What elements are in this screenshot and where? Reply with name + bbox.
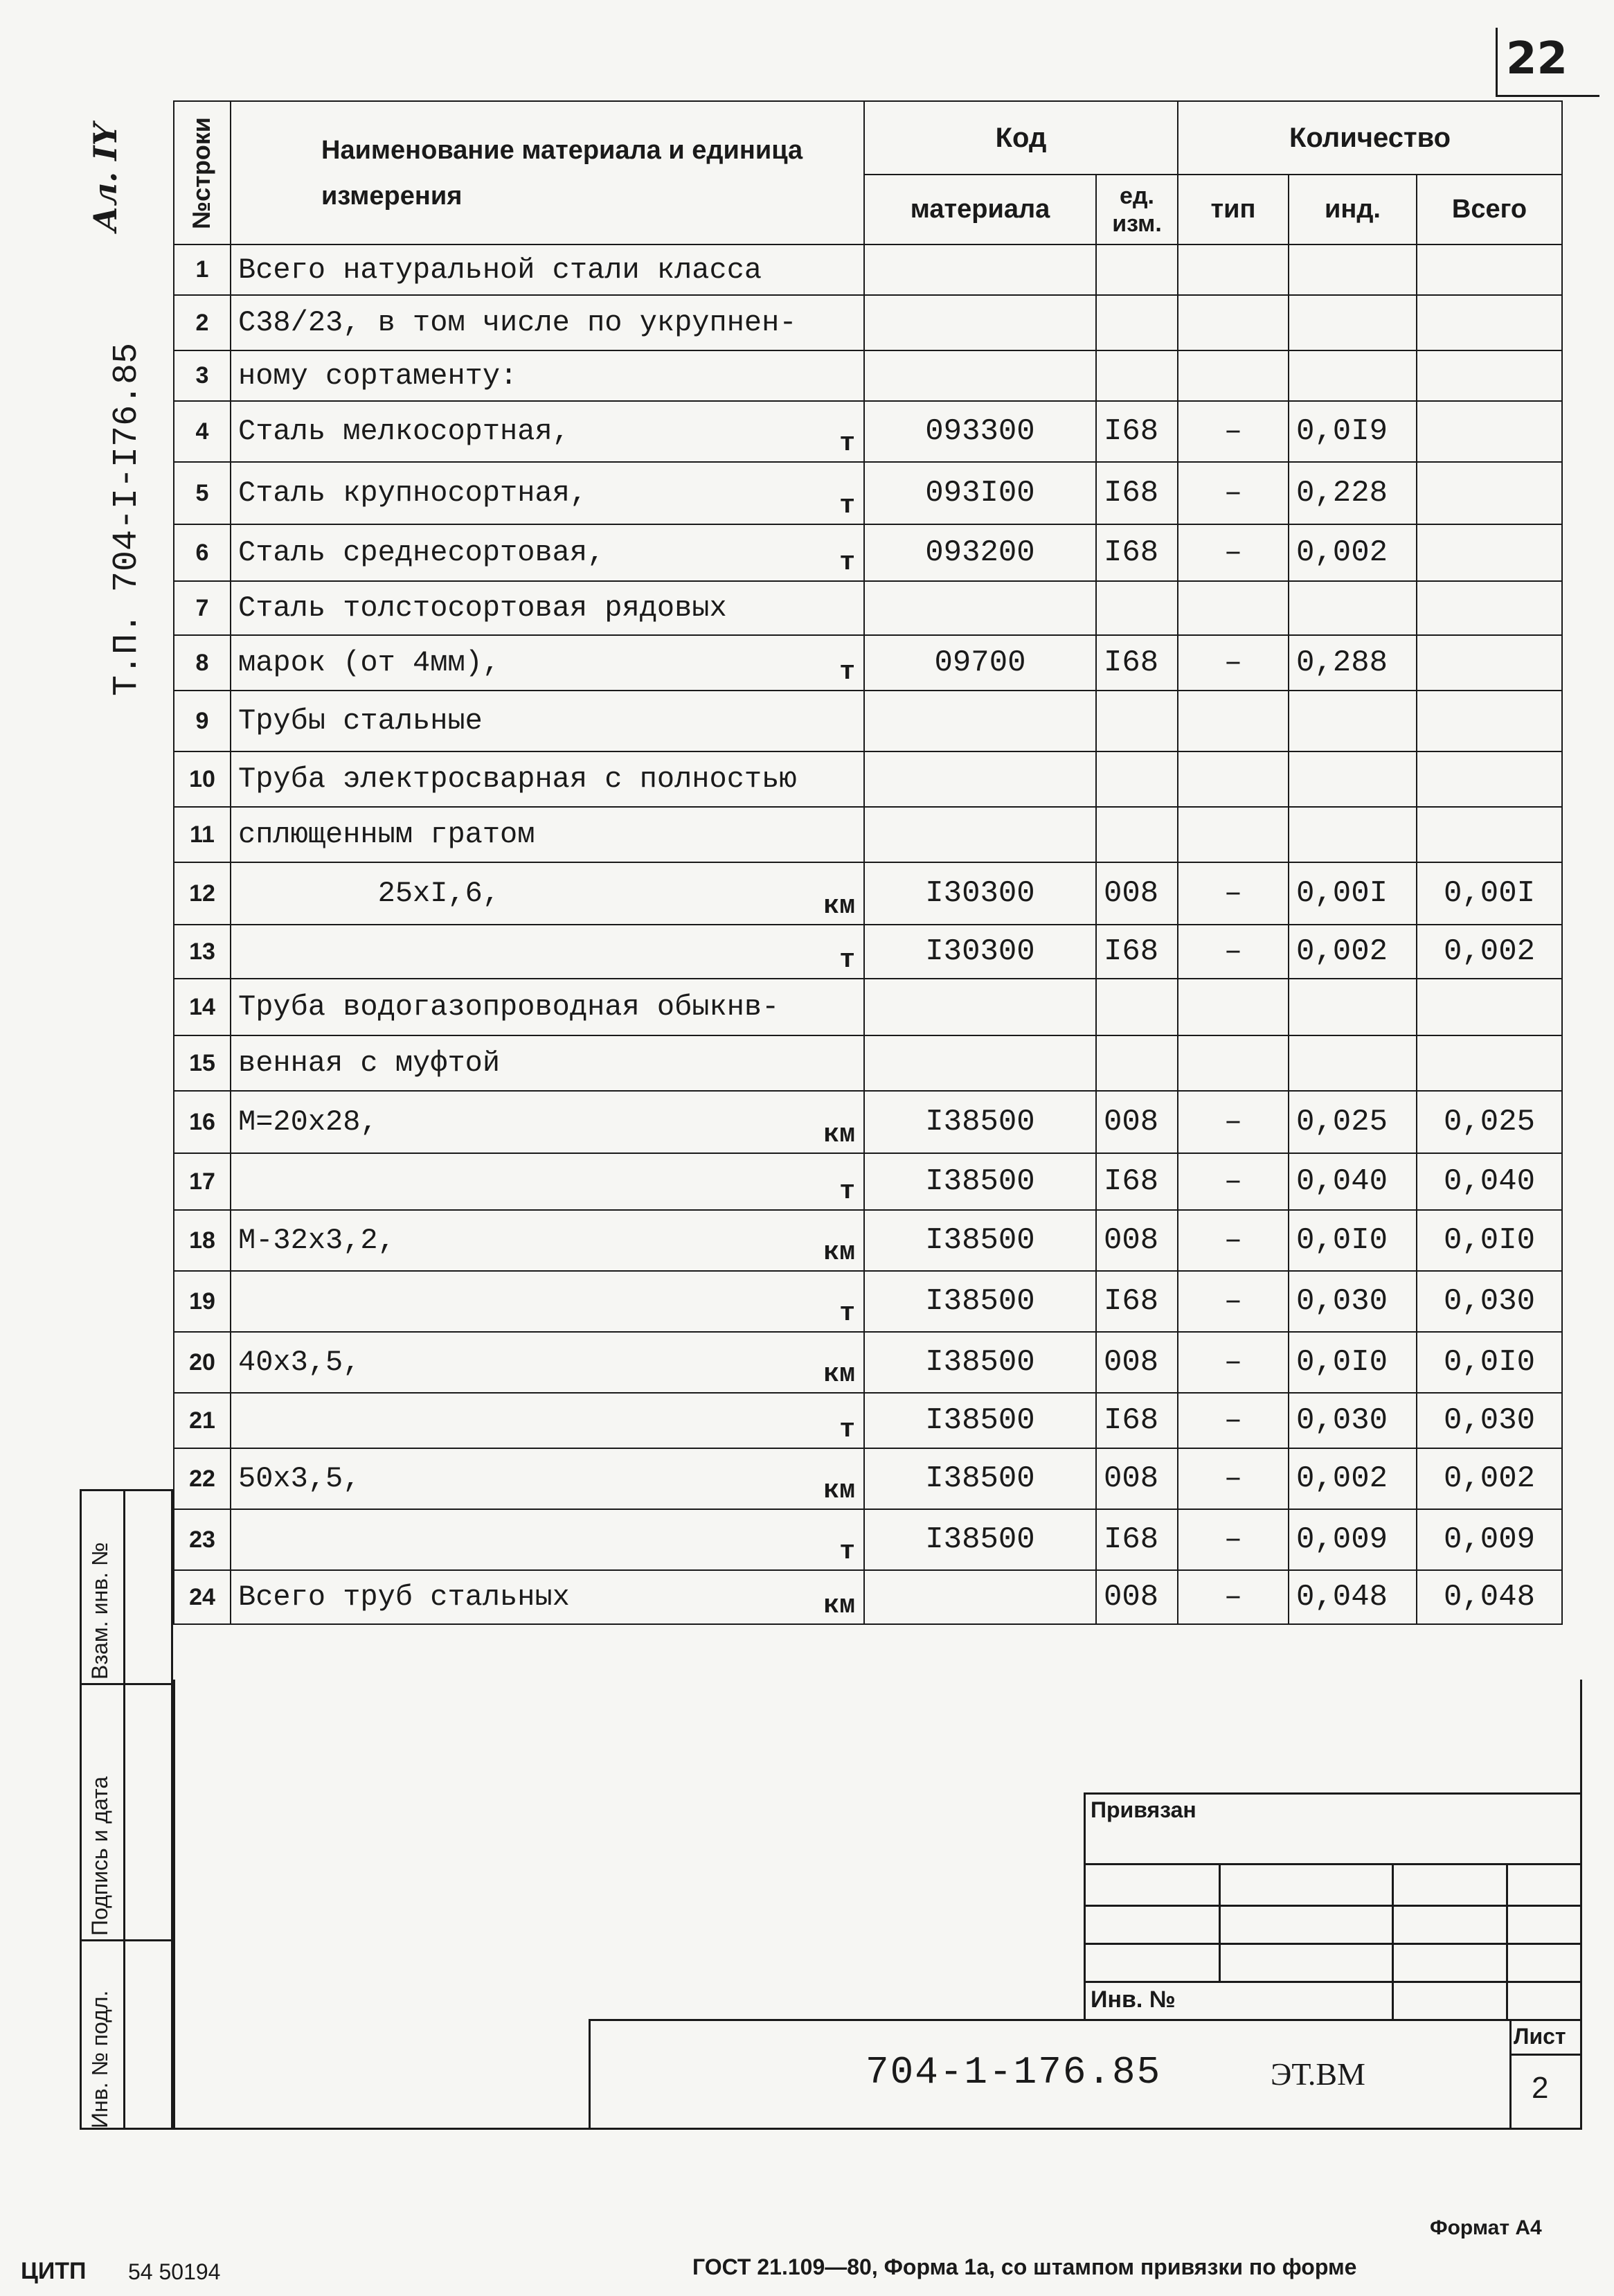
material-code bbox=[864, 295, 1096, 350]
row-number: 23 bbox=[174, 1509, 231, 1570]
row-number: 24 bbox=[174, 1570, 231, 1624]
table-row bbox=[174, 691, 1562, 751]
row-number: 6 bbox=[174, 524, 231, 581]
project-code-label: Т.П. 704-I-I76.85 bbox=[107, 342, 147, 696]
ind-value: 0,002 bbox=[1289, 1448, 1417, 1509]
type-value bbox=[1178, 691, 1289, 751]
measure-unit: т bbox=[839, 1415, 855, 1445]
row-number: 10 bbox=[174, 751, 231, 807]
table-row bbox=[174, 807, 1562, 862]
total-value bbox=[1417, 1035, 1562, 1091]
material-name bbox=[231, 401, 864, 462]
material-name-text: Труба водогазопроводная обыкнв- bbox=[238, 990, 780, 1024]
type-value bbox=[1178, 581, 1289, 635]
material-name bbox=[231, 1091, 864, 1153]
table-row bbox=[174, 862, 1562, 925]
unit-code bbox=[1096, 979, 1178, 1035]
material-name-text: Всего труб стальных bbox=[238, 1581, 570, 1614]
material-code-header: материала bbox=[864, 175, 1096, 244]
privyazan-label: Привязан bbox=[1091, 1797, 1196, 1822]
material-name bbox=[231, 581, 864, 635]
type-value: – bbox=[1178, 1332, 1289, 1393]
row-number: 12 bbox=[174, 862, 231, 925]
type-value: – bbox=[1178, 1271, 1289, 1332]
unit-code: I68 bbox=[1096, 1271, 1178, 1332]
total-value bbox=[1417, 244, 1562, 295]
material-code: I30300 bbox=[864, 862, 1096, 925]
row-number: 21 bbox=[174, 1393, 231, 1448]
row-number: 3 bbox=[174, 350, 231, 401]
total-value: 0,00I bbox=[1417, 862, 1562, 925]
material-code: I30300 bbox=[864, 925, 1096, 979]
measure-unit: км bbox=[823, 1476, 855, 1506]
unit-code: 008 bbox=[1096, 862, 1178, 925]
measure-unit: км bbox=[823, 1238, 855, 1267]
type-value bbox=[1178, 807, 1289, 862]
row-number: 14 bbox=[174, 979, 231, 1035]
binding-col-3 bbox=[1506, 1863, 1508, 2021]
ind-value: 0,030 bbox=[1289, 1393, 1417, 1448]
table-row bbox=[174, 1393, 1562, 1448]
table-row bbox=[174, 1448, 1562, 1509]
name-header: Наименование материала и единица измерения bbox=[231, 101, 864, 244]
ind-value: 0,030 bbox=[1289, 1271, 1417, 1332]
ind-value: 0,0I0 bbox=[1289, 1210, 1417, 1271]
row-number: 2 bbox=[174, 295, 231, 350]
unit-code: I68 bbox=[1096, 1509, 1178, 1570]
unit-code bbox=[1096, 295, 1178, 350]
type-value: – bbox=[1178, 1091, 1289, 1153]
measure-unit: км bbox=[823, 1591, 855, 1621]
material-code bbox=[864, 244, 1096, 295]
type-value: – bbox=[1178, 462, 1289, 524]
unit-code: I68 bbox=[1096, 925, 1178, 979]
unit-header: ед. изм. bbox=[1096, 175, 1178, 244]
unit-code: I68 bbox=[1096, 635, 1178, 691]
table-row bbox=[174, 350, 1562, 401]
total-value: 0,009 bbox=[1417, 1509, 1562, 1570]
material-code: 09700 bbox=[864, 635, 1096, 691]
row-number: 11 bbox=[174, 807, 231, 862]
material-name bbox=[231, 295, 864, 350]
material-name bbox=[231, 979, 864, 1035]
material-name-text: Сталь крупносортная, bbox=[238, 477, 588, 510]
material-name bbox=[231, 925, 864, 979]
material-name-text: С38/23, в том числе по укрупнен- bbox=[238, 306, 797, 339]
materials-table bbox=[173, 100, 1563, 1625]
ind-value bbox=[1289, 350, 1417, 401]
type-value: – bbox=[1178, 1210, 1289, 1271]
table-row bbox=[174, 751, 1562, 807]
unit-code: I68 bbox=[1096, 462, 1178, 524]
table-row bbox=[174, 1153, 1562, 1210]
measure-unit: км bbox=[823, 1120, 855, 1150]
total-value: 0,025 bbox=[1417, 1091, 1562, 1153]
unit-code bbox=[1096, 350, 1178, 401]
unit-code bbox=[1096, 751, 1178, 807]
title-block-sheet-divider bbox=[1509, 2019, 1512, 2130]
type-value: – bbox=[1178, 1393, 1289, 1448]
material-code: I38500 bbox=[864, 1153, 1096, 1210]
row-number: 4 bbox=[174, 401, 231, 462]
binding-col-2 bbox=[1392, 1863, 1394, 2021]
type-value: – bbox=[1178, 524, 1289, 581]
material-name bbox=[231, 635, 864, 691]
material-code bbox=[864, 691, 1096, 751]
ind-value: 0,288 bbox=[1289, 635, 1417, 691]
row-number: 18 bbox=[174, 1210, 231, 1271]
material-name-text: венная с муфтой bbox=[238, 1047, 501, 1080]
total-value bbox=[1417, 979, 1562, 1035]
type-value: – bbox=[1178, 862, 1289, 925]
material-code bbox=[864, 350, 1096, 401]
unit-code: I68 bbox=[1096, 401, 1178, 462]
type-value bbox=[1178, 979, 1289, 1035]
table-row bbox=[174, 295, 1562, 350]
measure-unit: т bbox=[839, 1177, 855, 1207]
total-value: 0,040 bbox=[1417, 1153, 1562, 1210]
sheet-number: 2 bbox=[1532, 2071, 1549, 2105]
ind-value: 0,048 bbox=[1289, 1570, 1417, 1624]
material-code: 093300 bbox=[864, 401, 1096, 462]
row-number: 7 bbox=[174, 581, 231, 635]
measure-unit: т bbox=[839, 1299, 855, 1328]
type-header: тип bbox=[1178, 175, 1289, 244]
unit-code bbox=[1096, 581, 1178, 635]
table-row bbox=[174, 462, 1562, 524]
material-code bbox=[864, 979, 1096, 1035]
material-name-text: М=20х28, bbox=[238, 1105, 378, 1139]
page-number: 22 bbox=[1506, 33, 1568, 84]
material-name-text: Сталь толстосортовая рядовых bbox=[238, 591, 727, 625]
total-value bbox=[1417, 691, 1562, 751]
row-number: 1 bbox=[174, 244, 231, 295]
material-name-text: 25хI,6, bbox=[238, 877, 501, 910]
unit-code: 008 bbox=[1096, 1448, 1178, 1509]
row-number: 9 bbox=[174, 691, 231, 751]
total-value bbox=[1417, 462, 1562, 524]
unit-code: 008 bbox=[1096, 1210, 1178, 1271]
row-number: 5 bbox=[174, 462, 231, 524]
material-name-text: Сталь среднесортовая, bbox=[238, 536, 605, 569]
total-value bbox=[1417, 401, 1562, 462]
ind-value bbox=[1289, 979, 1417, 1035]
measure-unit: т bbox=[839, 491, 855, 521]
material-name-text: марок (от 4мм), bbox=[238, 646, 501, 679]
row-number: 19 bbox=[174, 1271, 231, 1332]
total-value: 0,030 bbox=[1417, 1393, 1562, 1448]
material-name-text: 50х3,5, bbox=[238, 1462, 361, 1495]
material-name-text: ному сортаменту: bbox=[238, 359, 518, 393]
material-name bbox=[231, 1332, 864, 1393]
sheet-label: Лист bbox=[1514, 2024, 1566, 2049]
type-value: – bbox=[1178, 1448, 1289, 1509]
measure-unit: т bbox=[839, 429, 855, 459]
material-name bbox=[231, 1153, 864, 1210]
vzam-inv-label: Взам. инв. № bbox=[87, 1542, 112, 1680]
row-number: 17 bbox=[174, 1153, 231, 1210]
material-name bbox=[231, 524, 864, 581]
ind-header: инд. bbox=[1289, 175, 1417, 244]
total-value: 0,0I0 bbox=[1417, 1210, 1562, 1271]
type-value bbox=[1178, 751, 1289, 807]
title-block-sheet-rule bbox=[1509, 2054, 1582, 2056]
ind-value bbox=[1289, 581, 1417, 635]
material-code: I38500 bbox=[864, 1091, 1096, 1153]
unit-code: I68 bbox=[1096, 1153, 1178, 1210]
row-number: 16 bbox=[174, 1091, 231, 1153]
footer-format: Формат А4 bbox=[1430, 2216, 1542, 2239]
material-code: I38500 bbox=[864, 1393, 1096, 1448]
material-name bbox=[231, 1210, 864, 1271]
row-number: 20 bbox=[174, 1332, 231, 1393]
table-row bbox=[174, 1035, 1562, 1091]
table-row bbox=[174, 1091, 1562, 1153]
unit-code: I68 bbox=[1096, 524, 1178, 581]
signature-date-label: Подпись и дата bbox=[87, 1776, 112, 1936]
unit-code: I68 bbox=[1096, 1393, 1178, 1448]
material-code bbox=[864, 1035, 1096, 1091]
total-value bbox=[1417, 751, 1562, 807]
material-name bbox=[231, 244, 864, 295]
total-value bbox=[1417, 350, 1562, 401]
footer-order: 54 50194 bbox=[128, 2259, 221, 2284]
row-number: 22 bbox=[174, 1448, 231, 1509]
type-value bbox=[1178, 350, 1289, 401]
table-row bbox=[174, 979, 1562, 1035]
unit-code bbox=[1096, 807, 1178, 862]
type-value: – bbox=[1178, 1570, 1289, 1624]
binding-col-1 bbox=[1219, 1863, 1221, 1981]
total-value bbox=[1417, 807, 1562, 862]
row-number: 13 bbox=[174, 925, 231, 979]
material-code bbox=[864, 807, 1096, 862]
code-header: Код bbox=[864, 101, 1178, 175]
material-name bbox=[231, 1271, 864, 1332]
row-number: 15 bbox=[174, 1035, 231, 1091]
material-code: I38500 bbox=[864, 1509, 1096, 1570]
total-value bbox=[1417, 524, 1562, 581]
document-code: 704-1-176.85 bbox=[866, 2050, 1162, 2094]
material-code: I38500 bbox=[864, 1210, 1096, 1271]
total-value: 0,002 bbox=[1417, 925, 1562, 979]
table-row bbox=[174, 401, 1562, 462]
table-row bbox=[174, 925, 1562, 979]
row-number: 8 bbox=[174, 635, 231, 691]
material-code bbox=[864, 1570, 1096, 1624]
footer-org: ЦИТП bbox=[21, 2258, 87, 2284]
total-value: 0,002 bbox=[1417, 1448, 1562, 1509]
total-value bbox=[1417, 295, 1562, 350]
total-value bbox=[1417, 581, 1562, 635]
quantity-header: Количество bbox=[1178, 101, 1562, 175]
ind-value bbox=[1289, 691, 1417, 751]
material-name-text: сплющенным гратом bbox=[238, 818, 535, 851]
material-name bbox=[231, 751, 864, 807]
material-code: 093I00 bbox=[864, 462, 1096, 524]
material-name bbox=[231, 1570, 864, 1624]
ind-value: 0,002 bbox=[1289, 524, 1417, 581]
material-name bbox=[231, 462, 864, 524]
type-value: – bbox=[1178, 1153, 1289, 1210]
material-name bbox=[231, 1448, 864, 1509]
row-number-header: №строки bbox=[174, 101, 231, 244]
material-code: I38500 bbox=[864, 1332, 1096, 1393]
material-name-text: М-32х3,2, bbox=[238, 1224, 395, 1257]
table-row bbox=[174, 1570, 1562, 1624]
table-row bbox=[174, 1210, 1562, 1271]
material-name bbox=[231, 807, 864, 862]
type-value: – bbox=[1178, 635, 1289, 691]
side-stamp-divider bbox=[123, 1489, 125, 2130]
type-value: – bbox=[1178, 1509, 1289, 1570]
ind-value: 0,040 bbox=[1289, 1153, 1417, 1210]
material-code bbox=[864, 751, 1096, 807]
unit-code: 008 bbox=[1096, 1570, 1178, 1624]
inv-podl-label: Инв. № подл. bbox=[87, 1990, 112, 2128]
material-name bbox=[231, 1035, 864, 1091]
unit-code: 008 bbox=[1096, 1091, 1178, 1153]
document-mark: ЭТ.ВМ bbox=[1271, 2056, 1365, 2092]
ind-value bbox=[1289, 751, 1417, 807]
inv-no-label: Инв. № bbox=[1091, 1986, 1176, 2013]
ind-value: 0,025 bbox=[1289, 1091, 1417, 1153]
material-name bbox=[231, 350, 864, 401]
ind-value: 0,00I bbox=[1289, 862, 1417, 925]
table-row bbox=[174, 1509, 1562, 1570]
type-value: – bbox=[1178, 401, 1289, 462]
ind-value: 0,0I9 bbox=[1289, 401, 1417, 462]
album-label: Ал. IY bbox=[87, 123, 124, 232]
table-row bbox=[174, 244, 1562, 295]
total-value bbox=[1417, 635, 1562, 691]
type-value: – bbox=[1178, 925, 1289, 979]
footer-gost: ГОСТ 21.109—80, Форма 1а, со штампом привязки по форме bbox=[692, 2254, 1357, 2279]
material-name bbox=[231, 691, 864, 751]
material-name bbox=[231, 862, 864, 925]
unit-code bbox=[1096, 691, 1178, 751]
total-value: 0,048 bbox=[1417, 1570, 1562, 1624]
ind-value bbox=[1289, 244, 1417, 295]
measure-unit: т bbox=[839, 945, 855, 975]
measure-unit: т bbox=[839, 657, 855, 687]
material-code: I38500 bbox=[864, 1271, 1096, 1332]
total-value: 0,030 bbox=[1417, 1271, 1562, 1332]
measure-unit: км bbox=[823, 1360, 855, 1389]
material-name-text: Трубы стальные bbox=[238, 704, 483, 738]
material-name-text: Сталь мелкосортная, bbox=[238, 415, 570, 448]
type-value bbox=[1178, 295, 1289, 350]
material-name bbox=[231, 1393, 864, 1448]
unit-code bbox=[1096, 1035, 1178, 1091]
side-stamp-rule-1 bbox=[80, 1683, 173, 1685]
table-row bbox=[174, 635, 1562, 691]
table-row bbox=[174, 581, 1562, 635]
material-code: 093200 bbox=[864, 524, 1096, 581]
measure-unit: т bbox=[839, 548, 855, 578]
material-name bbox=[231, 1509, 864, 1570]
unit-code bbox=[1096, 244, 1178, 295]
ind-value bbox=[1289, 807, 1417, 862]
measure-unit: км bbox=[823, 891, 855, 921]
total-value: 0,0I0 bbox=[1417, 1332, 1562, 1393]
material-name-text: Всего натуральной стали класса bbox=[238, 253, 762, 287]
material-code bbox=[864, 581, 1096, 635]
ind-value: 0,009 bbox=[1289, 1509, 1417, 1570]
ind-value bbox=[1289, 295, 1417, 350]
material-name-text: 40х3,5, bbox=[238, 1346, 361, 1379]
type-value bbox=[1178, 1035, 1289, 1091]
ind-value bbox=[1289, 1035, 1417, 1091]
measure-unit: т bbox=[839, 1537, 855, 1567]
total-header: Всего bbox=[1417, 175, 1562, 244]
material-code: I38500 bbox=[864, 1448, 1096, 1509]
table-row bbox=[174, 1332, 1562, 1393]
ind-value: 0,002 bbox=[1289, 925, 1417, 979]
table-row bbox=[174, 1271, 1562, 1332]
type-value bbox=[1178, 244, 1289, 295]
ind-value: 0,0I0 bbox=[1289, 1332, 1417, 1393]
unit-code: 008 bbox=[1096, 1332, 1178, 1393]
material-name-text: Труба электросварная с полностью bbox=[238, 763, 797, 796]
ind-value: 0,228 bbox=[1289, 462, 1417, 524]
table-row bbox=[174, 524, 1562, 581]
